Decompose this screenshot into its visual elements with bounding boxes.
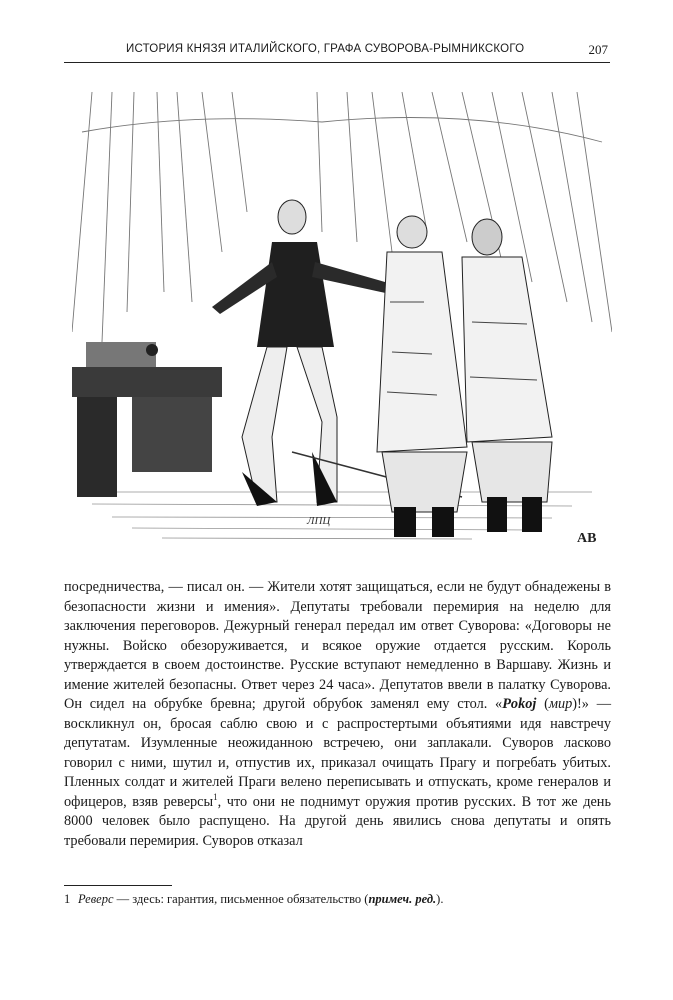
footnote-term: Реверс	[78, 892, 114, 906]
deputy-two-figure	[462, 219, 552, 532]
footnote-text: — здесь: гарантия, письменное обязательство (	[113, 892, 369, 906]
body-text-segment: (	[536, 696, 549, 712]
body-text-segment: )!» — воскликнул он, бросая саблю свою и с распростертыми объятиями идя навстречу депутатам. Изумленные неожиданною встречею, они заплакали. Суворов ласково говорил с ними, шутил и, отпустив их, приказал очищать Прагу и погребать убитых. Пленных солдат и жителей Праги велено переписывать и отпускать, кроме генералов и офицеров, взяв реверсы	[64, 696, 611, 810]
footnote	[64, 891, 611, 907]
deputy-one-figure	[377, 216, 467, 537]
footnote-close: ).	[436, 892, 444, 906]
tent-drapery	[72, 92, 612, 342]
running-header	[64, 40, 610, 63]
footnote-editor-note: примеч. ред.	[368, 892, 437, 906]
page-number: 207	[588, 42, 608, 57]
footnote-reference[interactable]: 1	[213, 791, 218, 802]
footnote-divider	[64, 885, 172, 886]
engraving-drawing	[72, 92, 612, 550]
engraving-illustration	[72, 92, 612, 550]
body-paragraph	[64, 578, 611, 851]
monogram: АВ	[577, 531, 597, 546]
footnote-number: 1	[64, 892, 71, 906]
body-text-segment: , что они не поднимут оружия против русских. В тот же день 8000 человек было распущено. На другой день явились снова депутаты и опять требовали перемирия. Суворов отказал	[64, 793, 611, 849]
polish-word-pokoj: Pokoj	[502, 696, 537, 712]
translation-mir: мир	[548, 696, 573, 712]
log-table	[72, 342, 222, 497]
signature: ЛПЦ	[307, 515, 331, 527]
running-title: ИСТОРИЯ КНЯЗЯ ИТАЛИЙСКОГО, ГРАФА СУВОРОВА-РЫМНИКСКОГО	[126, 43, 525, 55]
paragraph	[64, 578, 611, 851]
body-text-segment: посредничества, — писал он. — Жители хотят защищаться, если не будут обнадежены в безопасности жизни и имения». Депутаты требовали перемирия на неделю для заключения переговоров. Дежурный генерал передал им ответ Суворова: «Договоры не нужны. Войско обезоруживается, и всякое оружие отдается русским. Король утверждается в своем достоинстве. Русские вступают немедленно в Варшаву. Жизнь и имение жителей безопасны. Ответ через 24 часа». Депутатов ввели в палатку Суворова. Он сидел на обрубке бревна; другой обрубок заменял ему стол. «	[64, 579, 611, 712]
